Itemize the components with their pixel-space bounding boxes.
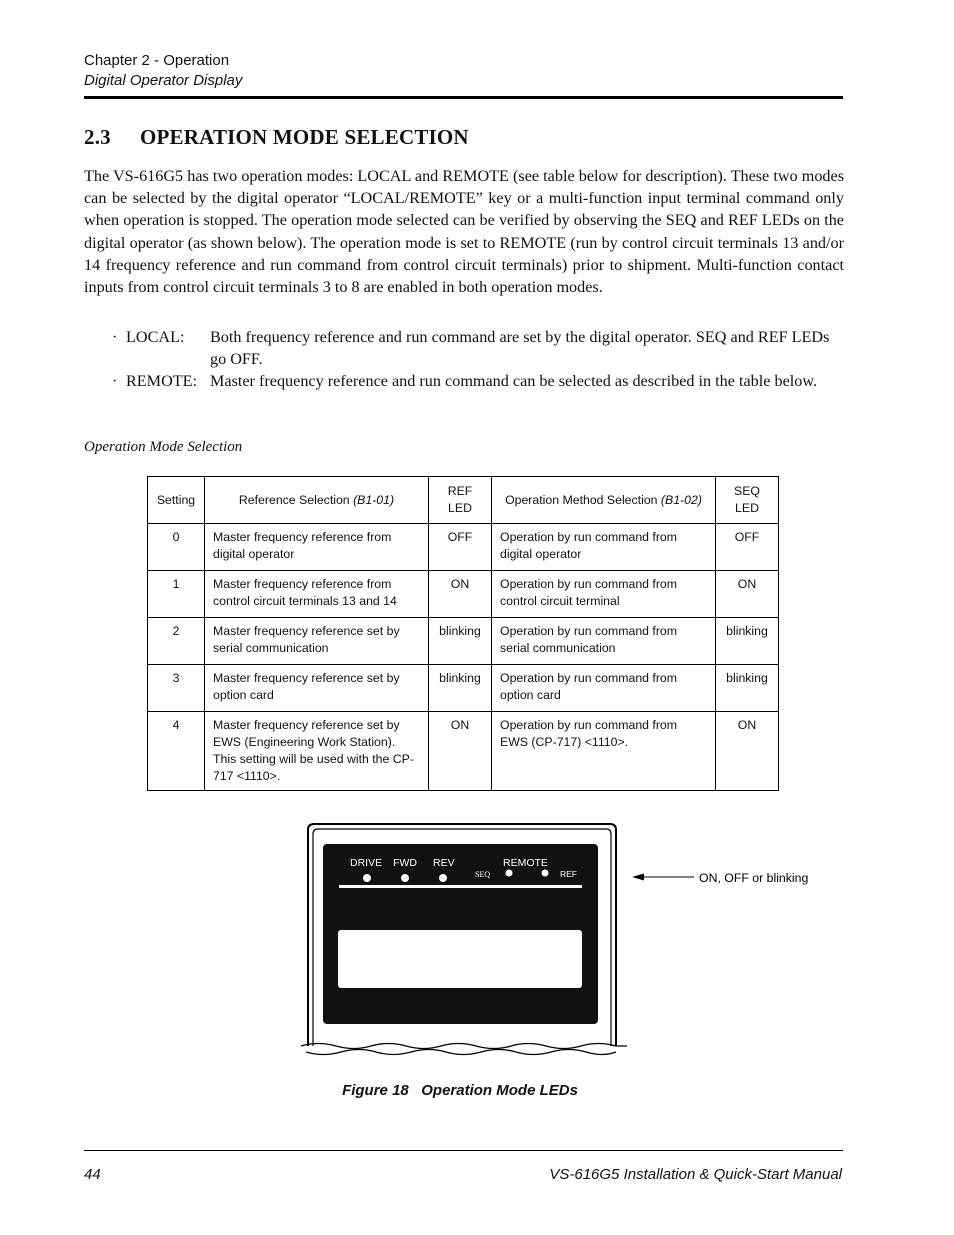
cell-setting: 3 [148,665,205,712]
header-method-param: (B1-02) [660,492,702,507]
cell-ref-led: OFF [429,524,492,571]
cell-reference: Master frequency reference from digital operator [205,524,429,571]
cell-setting: 0 [148,524,205,571]
section-title: OPERATION MODE SELECTION [140,125,469,149]
break-line-bottom [306,1050,616,1055]
header-ref-led: REF LED [429,477,492,524]
cell-seq-led: blinking [716,618,779,665]
cell-seq-led: blinking [716,665,779,712]
header-reference-text: Reference Selection [238,492,354,507]
cell-reference: Master frequency reference set by option card [205,665,429,712]
header-setting: Setting [148,477,205,524]
callout-arrowhead [632,874,644,881]
cell-reference: Master frequency reference from control circuit terminals 13 and 14 [205,571,429,618]
bullet-dot: · [112,328,118,346]
manual-title: VS-616G5 Installation & Quick-Start Manual [549,1166,842,1183]
bullet-term: LOCAL: [126,328,185,346]
cell-method: Operation by run command from EWS (CP-717) <1110>. [492,712,716,791]
cell-setting: 4 [148,712,205,791]
led-label-remote: REMOTE [503,857,548,869]
body-paragraph: The VS-616G5 has two operation modes: LOCAL and REMOTE (see table below for description). These two modes can be selected by the digital operator “LOCAL/REMOTE” key or a multi-function input terminal command only when operation is stopped. The operation mode selected can be verified by observing the SEQ and REF LEDs on the digital operator (as shown below). The operation mode is set to REMOTE (run by control circuit terminals 13 and/or 14 frequency reference and run command from control circuit terminals) prior to shipment. Multi-function contact inputs from control circuit terminals 3 to 8 are enabled in both operation modes. [84,167,844,297]
figure-caption: Figure 18 Operation Mode LEDs [342,1082,578,1099]
led-label-drive: DRIVE [350,857,383,869]
led-label-seq: SEQ [475,870,491,879]
cell-seq-led: ON [716,712,779,791]
cell-reference: Master frequency reference set by EWS (Engineering Work Station). This setting will be used with the CP-717 <1110>. [205,712,429,791]
cell-reference: Master frequency reference set by serial communication [205,618,429,665]
cell-method: Operation by run command from serial communication [492,618,716,665]
panel-divider [339,885,582,888]
led-label-ref: REF [560,869,577,879]
bullet-term: REMOTE: [126,372,198,390]
led-label-rev: REV [433,857,455,869]
lcd-window [338,930,582,988]
cell-seq-led: ON [716,571,779,618]
bullet-dot: · [112,372,118,390]
led-fwd [401,874,409,882]
cell-setting: 2 [148,618,205,665]
section-number: 2.3 [84,125,111,149]
callout-label: ON, OFF or blinking [699,871,809,885]
page-number: 44 [84,1166,101,1183]
led-ref [542,870,549,877]
led-label-fwd: FWD [393,857,417,869]
footer-rule [84,1150,843,1151]
table-caption: Operation Mode Selection [84,439,243,455]
led-seq [506,870,513,877]
cell-method: Operation by run command from control circuit terminal [492,571,716,618]
running-header-chapter: Chapter 2 - Operation [84,52,230,69]
header-method-text: Operation Method Selection [505,492,661,507]
bullet-text: Both frequency reference and run command are set by the digital operator. SEQ and REF LEDs go OFF. [210,328,830,369]
cell-ref-led: ON [429,712,492,791]
led-drive [363,874,371,882]
cell-method: Operation by run command from option card [492,665,716,712]
led-rev [439,874,447,882]
cell-method: Operation by run command from digital operator [492,524,716,571]
cell-setting: 1 [148,571,205,618]
cell-ref-led: blinking [429,665,492,712]
header-seq-led: SEQ LED [716,477,779,524]
running-header-section: Digital Operator Display [84,72,243,89]
break-line-top [301,1044,627,1049]
cell-ref-led: ON [429,571,492,618]
bullet-text: Master frequency reference and run command can be selected as described in the table below. [210,372,818,390]
cell-seq-led: OFF [716,524,779,571]
header-reference-param: (B1-01) [353,492,395,507]
cell-ref-led: blinking [429,618,492,665]
